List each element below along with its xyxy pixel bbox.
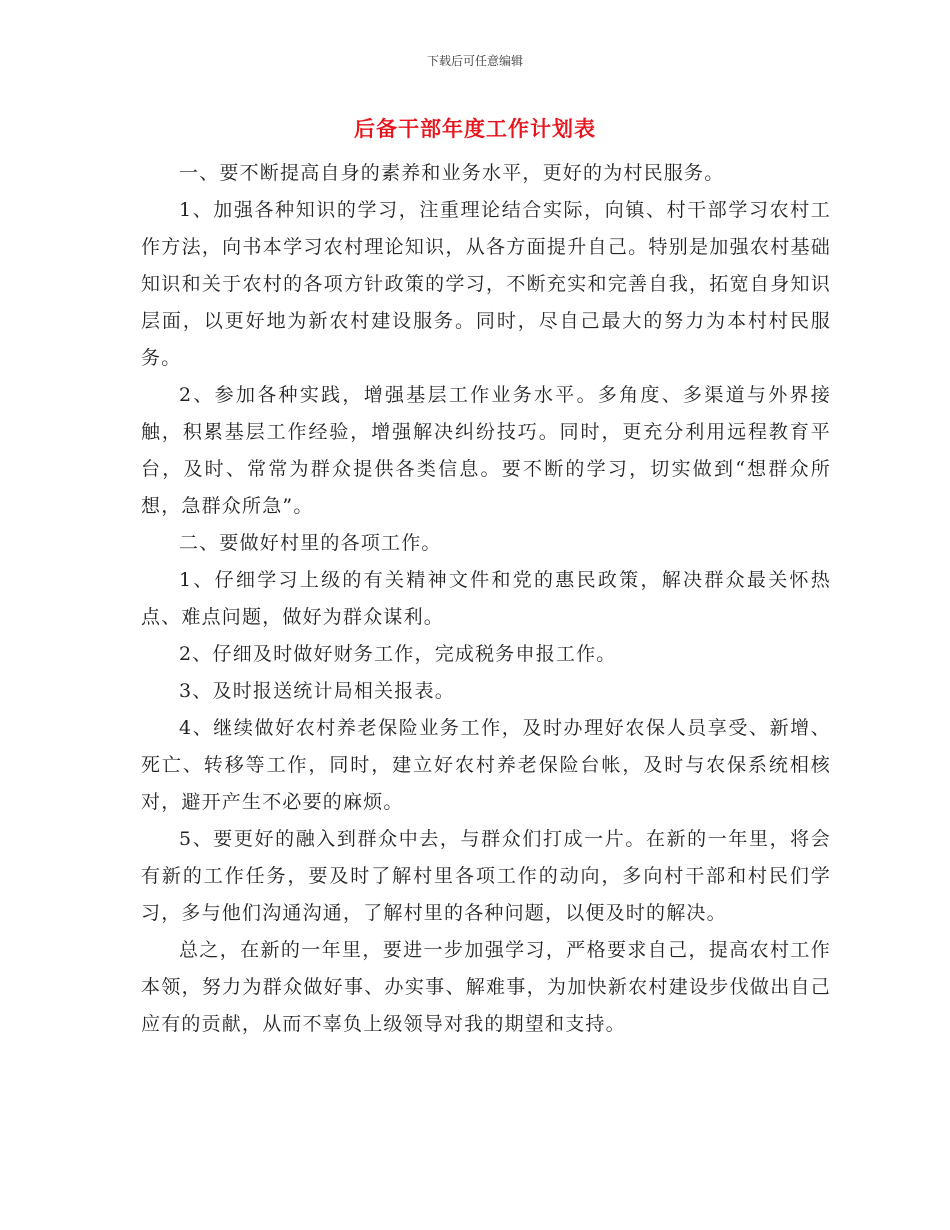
paragraph-2-3: 3、及时报送统计局相关报表。 bbox=[179, 680, 455, 702]
paragraph-2-1: 1、仔细学习上级的有关精神文件和党的惠民政策，解决群众最关怀热点、难点问题，做好为群众谋利。 bbox=[141, 569, 831, 628]
document-body bbox=[141, 155, 831, 1043]
document-title: 后备干部年度工作计划表 bbox=[354, 117, 596, 141]
section-heading-2: 二、要做好村里的各项工作。 bbox=[179, 532, 442, 554]
conclusion-paragraph: 总之，在新的一年里，要进一步加强学习，严格要求自己，提高农村工作本领，努力为群众做好事、办实事、解难事，为加快新农村建设步伐做出自己应有的贡献，从而不辜负上级领导对我的期望和支持。 bbox=[141, 939, 831, 1035]
paragraph-2-5: 5、要更好的融入到群众中去，与群众们打成一片。在新的一年里，将会有新的工作任务，要及时了解村里各项工作的动向，多向村干部和村民们学习，多与他们沟通沟通，了解村里的各种问题，以便及时的解决。 bbox=[141, 828, 831, 924]
paragraph-1-2: 2、参加各种实践，增强基层工作业务水平。多角度、多渠道与外界接触，积累基层工作经验，增强解决纠纷技巧。同时，更充分利用远程教育平台，及时、常常为群众提供各类信息。要不断的学习，切实做到“想群众所想，急群众所急”。 bbox=[141, 384, 831, 517]
section-heading-1: 一、要不断提高自身的素养和业务水平，更好的为村民服务。 bbox=[179, 162, 725, 184]
paragraph-2-4: 4、继续做好农村养老保险业务工作，及时办理好农保人员享受、新增、死亡、转移等工作，同时，建立好农村养老保险台帐，及时与农保系统相核对，避开产生不必要的麻烦。 bbox=[141, 717, 831, 813]
header-note: 下载后可任意编辑 bbox=[426, 54, 523, 68]
paragraph-2-2: 2、仔细及时做好财务工作，完成税务申报工作。 bbox=[179, 643, 617, 665]
paragraph-1-1: 1、加强各种知识的学习，注重理论结合实际，向镇、村干部学习农村工作方法，向书本学习农村理论知识，从各方面提升自己。特别是加强农村基础知识和关于农村的各项方针政策的学习，不断充实和完善自我，拓宽自身知识层面，以更好地为新农村建设服务。同时，尽自己最大的努力为本村村民服务。 bbox=[141, 199, 831, 369]
